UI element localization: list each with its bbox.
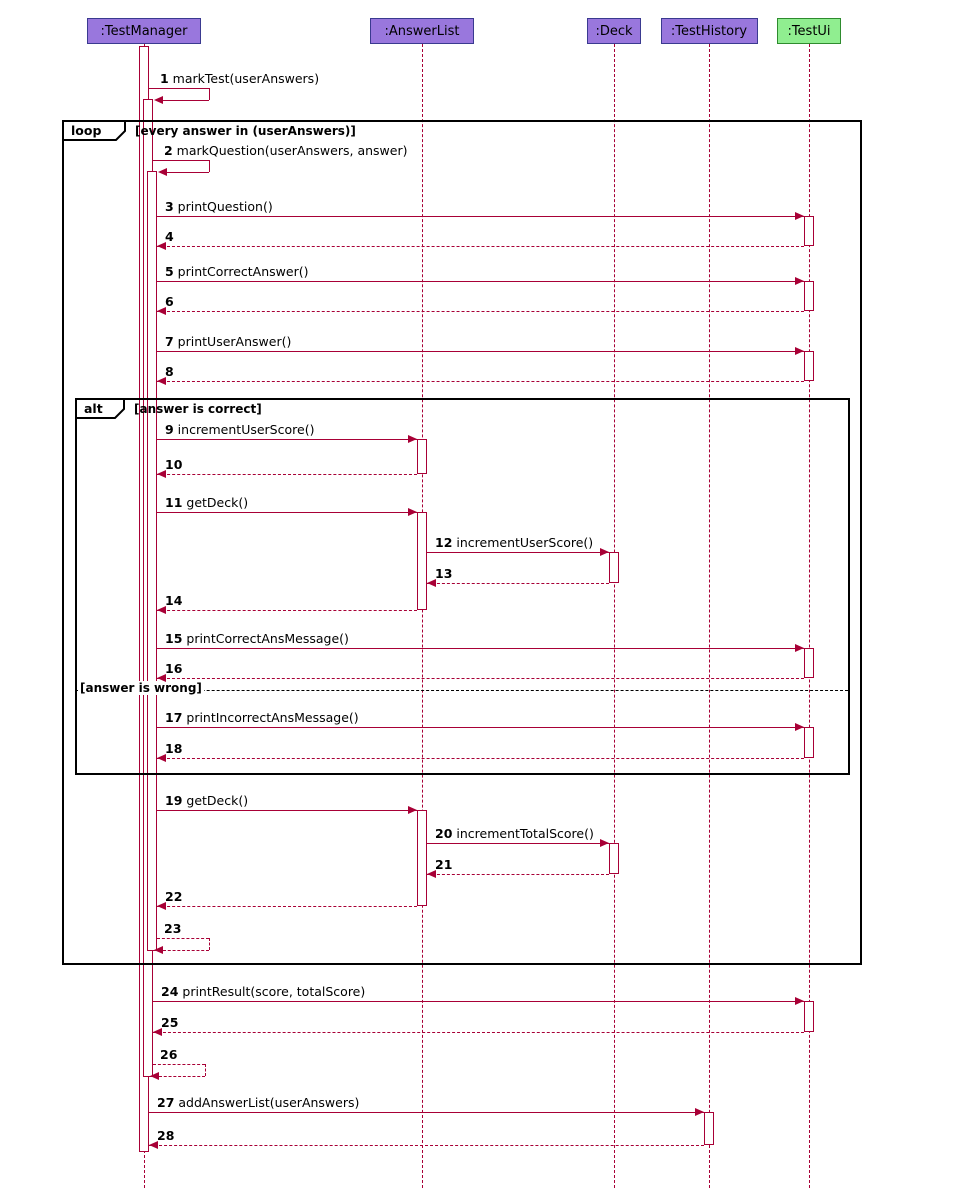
message-line	[157, 610, 417, 611]
message-line	[167, 172, 209, 173]
arrowhead-right-icon	[795, 347, 804, 355]
message-line	[153, 1064, 205, 1065]
message-label: 2 markQuestion(userAnswers, answer)	[164, 143, 408, 158]
message-label: 8	[165, 364, 174, 379]
participant-box: :TestHistory	[661, 18, 758, 44]
message-line	[157, 810, 417, 811]
arrowhead-right-icon	[795, 723, 804, 731]
message-line	[427, 874, 609, 875]
message-line	[157, 727, 804, 728]
message-line	[157, 381, 804, 382]
message-label: 3 printQuestion()	[165, 199, 273, 214]
message-label: 4	[165, 229, 174, 244]
message-line	[157, 439, 417, 440]
activation-bar	[704, 1112, 714, 1145]
arrowhead-left-icon	[158, 168, 167, 176]
message-label: 25	[161, 1015, 179, 1030]
message-line	[205, 1064, 206, 1076]
message-line	[153, 160, 209, 161]
participant-box: :TestUi	[777, 18, 841, 44]
message-line	[427, 843, 609, 844]
message-label: 6	[165, 294, 174, 309]
message-line	[149, 1112, 704, 1113]
participant-box: :AnswerList	[370, 18, 474, 44]
arrowhead-right-icon	[408, 508, 417, 516]
arrowhead-right-icon	[795, 212, 804, 220]
message-line	[163, 100, 209, 101]
message-label: 17 printIncorrectAnsMessage()	[165, 710, 359, 725]
message-label: 10	[165, 457, 183, 472]
message-label: 24 printResult(score, totalScore)	[161, 984, 366, 999]
frame-label: loop	[71, 123, 102, 138]
message-label: 7 printUserAnswer()	[165, 334, 292, 349]
arrowhead-right-icon	[600, 839, 609, 847]
message-label: 12 incrementUserScore()	[435, 535, 594, 550]
message-line	[157, 758, 804, 759]
message-label: 9 incrementUserScore()	[165, 422, 315, 437]
message-line	[157, 678, 804, 679]
participant-box: :Deck	[587, 18, 641, 44]
arrowhead-left-icon	[154, 946, 163, 954]
arrowhead-left-icon	[154, 96, 163, 104]
arrowhead-right-icon	[408, 435, 417, 443]
message-line	[159, 1076, 205, 1077]
message-line	[209, 88, 210, 100]
message-line	[149, 88, 209, 89]
message-label: 20 incrementTotalScore()	[435, 826, 594, 841]
message-line	[157, 281, 804, 282]
participant-box: :TestManager	[87, 18, 201, 44]
arrowhead-right-icon	[795, 644, 804, 652]
message-line	[427, 552, 609, 553]
message-line	[157, 938, 209, 939]
message-label: 14	[165, 593, 183, 608]
message-line	[163, 950, 209, 951]
arrowhead-right-icon	[408, 806, 417, 814]
message-line	[427, 583, 609, 584]
message-label: 19 getDeck()	[165, 793, 249, 808]
message-label: 1 markTest(userAnswers)	[160, 71, 320, 86]
message-line	[157, 246, 804, 247]
message-line	[157, 512, 417, 513]
message-label: 27 addAnswerList(userAnswers)	[157, 1095, 360, 1110]
message-label: 15 printCorrectAnsMessage()	[165, 631, 349, 646]
message-label: 16	[165, 661, 183, 676]
message-label: 28	[157, 1128, 175, 1143]
arrowhead-right-icon	[795, 277, 804, 285]
message-line	[153, 1032, 804, 1033]
message-line	[209, 938, 210, 950]
frame-label: alt	[84, 401, 103, 416]
message-line	[157, 311, 804, 312]
message-label: 5 printCorrectAnswer()	[165, 264, 309, 279]
message-line	[157, 906, 417, 907]
arrowhead-right-icon	[695, 1108, 704, 1116]
frame-condition: [every answer in (userAnswers)]	[135, 124, 356, 138]
frame-condition: [answer is correct]	[134, 402, 262, 416]
arrowhead-right-icon	[600, 548, 609, 556]
message-line	[157, 351, 804, 352]
message-label: 11 getDeck()	[165, 495, 249, 510]
message-label: 18	[165, 741, 183, 756]
message-label: 21	[435, 857, 453, 872]
message-line	[157, 648, 804, 649]
arrowhead-left-icon	[150, 1072, 159, 1080]
message-line	[149, 1145, 704, 1146]
message-label: 26	[160, 1047, 178, 1062]
frame-divider-label: [answer is wrong]	[80, 681, 202, 695]
message-label: 22	[165, 889, 183, 904]
message-line	[157, 216, 804, 217]
message-line	[209, 160, 210, 172]
arrowhead-right-icon	[795, 997, 804, 1005]
message-label: 23	[164, 921, 182, 936]
message-line	[157, 474, 417, 475]
message-label: 13	[435, 566, 453, 581]
activation-bar	[804, 1001, 814, 1032]
message-line	[153, 1001, 804, 1002]
